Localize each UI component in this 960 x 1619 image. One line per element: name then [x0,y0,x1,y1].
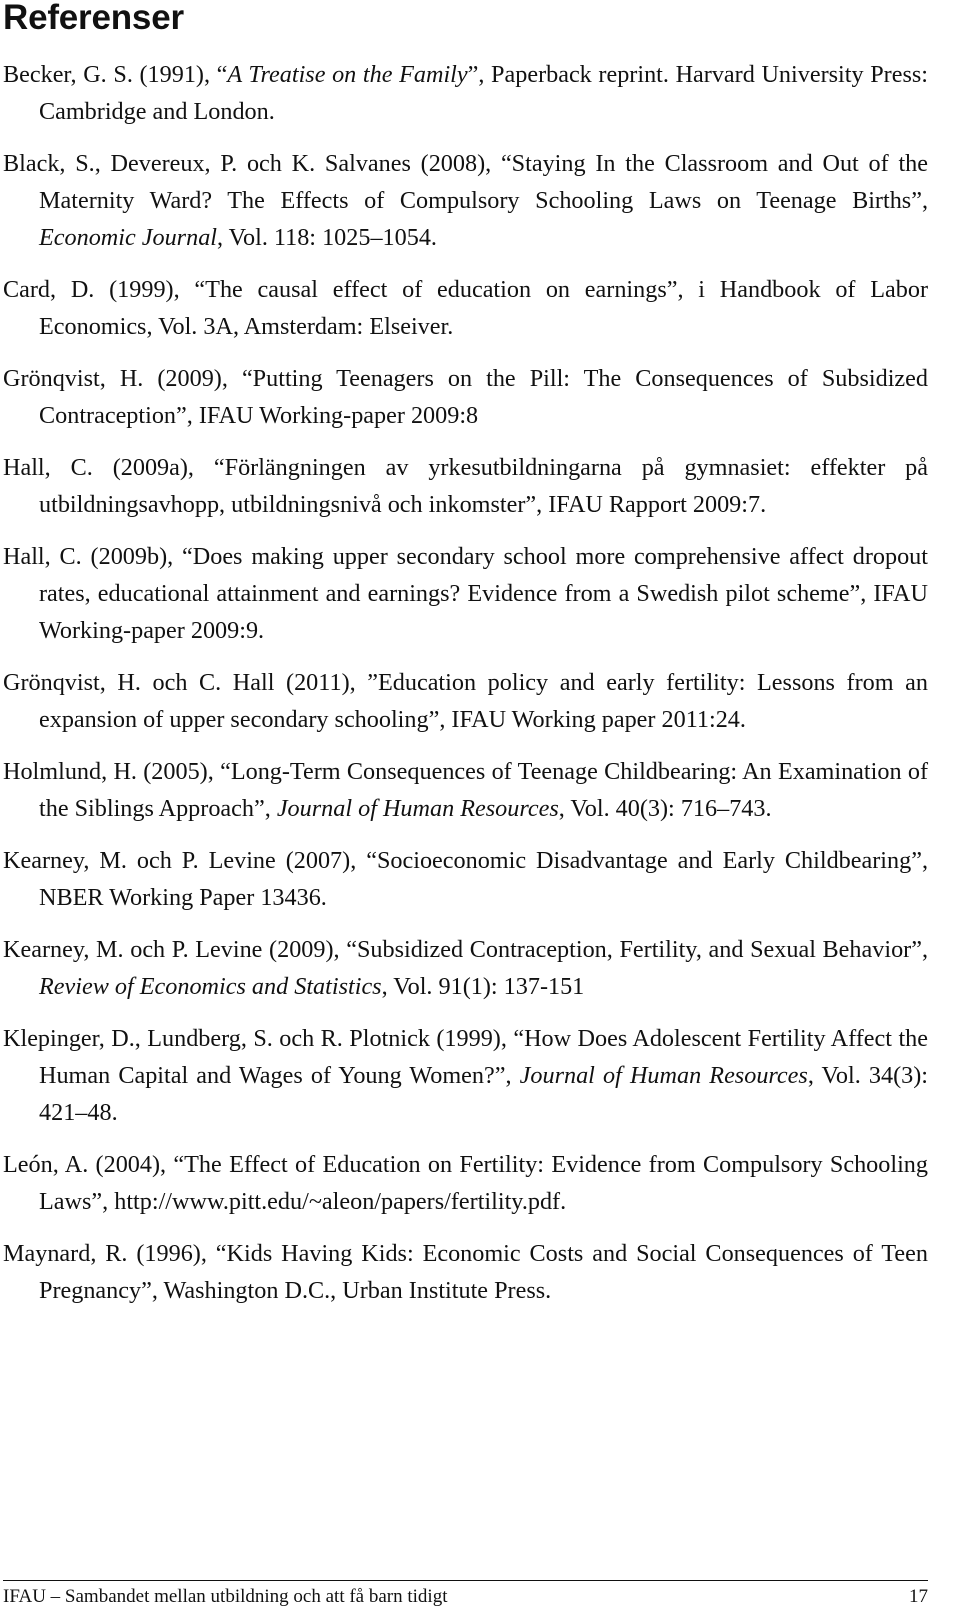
footer-divider [3,1580,928,1581]
reference-text: , Vol. 91(1): 137-151 [381,973,585,1000]
reference-text: Holmlund, H. (2005), “Long-Term Consequences of Teenage Childbearing: An Examination of the Siblings Approach”, [3,758,928,822]
reference-text: , Vol. 118: 1025–1054. [217,224,437,251]
reference-text: Hall, C. (2009a), “Förlängningen av yrkesutbildningarna på gymnasiet: effekter på utbildningsavhopp, utbildningsnivå och inkomster”, IFAU Rapport 2009:7. [3,454,928,518]
reference-text: Kearney, M. och P. Levine (2009), “Subsidized Contraception, Fertility, and Sexual Behavior”, [3,936,928,963]
reference-text: Klepinger, D., Lundberg, S. och R. Plotnick (1999), “How Does Adolescent Fertility Affect the Human Capital and Wages of Young Women?”, [3,1025,928,1089]
reference-entry [3,931,928,1005]
reference-publication-title: Economic Journal [39,224,218,251]
reference-text: , Vol. 40(3): 716–743. [558,795,772,822]
reference-entry [3,360,928,434]
reference-text: Hall, C. (2009b), “Does making upper secondary school more comprehensive affect dropout rates, educational attainment and earnings? Evidence from a Swedish pilot scheme”, IFAU Working-paper 2009:9. [3,543,928,644]
reference-entry [3,56,928,130]
reference-entry [3,1020,928,1131]
page-number: 17 [909,1586,928,1607]
reference-text: León, A. (2004), “The Effect of Education on Fertility: Evidence from Compulsory Schooling Laws”, http://www.pitt.edu/~aleon/papers/fertility.pdf. [3,1151,928,1215]
reference-publication-title: Journal of Human Resources [519,1062,808,1089]
reference-text: Black, S., Devereux, P. och K. Salvanes (2008), “Staying In the Classroom and Out of the Maternity Ward? The Effects of Compulsory Schooling Laws on Teenage Births”, [3,150,928,214]
reference-entry [3,145,928,256]
reference-entry [3,664,928,738]
reference-entry [3,1146,928,1220]
reference-publication-title: A Treatise on the Family [227,61,468,88]
reference-text: Grönqvist, H. och C. Hall (2011), ”Education policy and early fertility: Lessons from an expansion of upper secondary schooling”, IFAU Working paper 2011:24. [3,669,928,733]
reference-entry [3,842,928,916]
reference-entry [3,271,928,345]
reference-text: Card, D. (1999), “The causal effect of education on earnings”, i Handbook of Labor Economics, Vol. 3A, Amsterdam: Elseiver. [3,276,928,340]
reference-text: Becker, G. S. (1991), “ [3,61,228,88]
reference-text: Maynard, R. (1996), “Kids Having Kids: Economic Costs and Social Consequences of Teen Pregnancy”, Washington D.C., Urban Institute Press. [3,1240,928,1304]
reference-list [3,56,928,1324]
reference-text: Grönqvist, H. (2009), “Putting Teenagers on the Pill: The Consequences of Subsidized Contraception”, IFAU Working-paper 2009:8 [3,365,928,429]
reference-publication-title: Review of Economics and Statistics [39,973,382,1000]
reference-entry [3,1235,928,1309]
reference-text: ”, Paperback reprint. Harvard University Press: Cambridge and London. [39,61,928,125]
reference-entry [3,753,928,827]
reference-entry [3,538,928,649]
reference-publication-title: Journal of Human Resources [276,795,559,822]
reference-entry [3,449,928,523]
footer-report-title: IFAU – Sambandet mellan utbildning och att få barn tidigt [3,1586,448,1607]
reference-text: Kearney, M. och P. Levine (2007), “Socioeconomic Disadvantage and Early Childbearing”, NBER Working Paper 13436. [3,847,928,911]
page-title: Referenser [3,0,184,37]
reference-text: , Vol. 34(3): 421–48. [39,1062,928,1126]
